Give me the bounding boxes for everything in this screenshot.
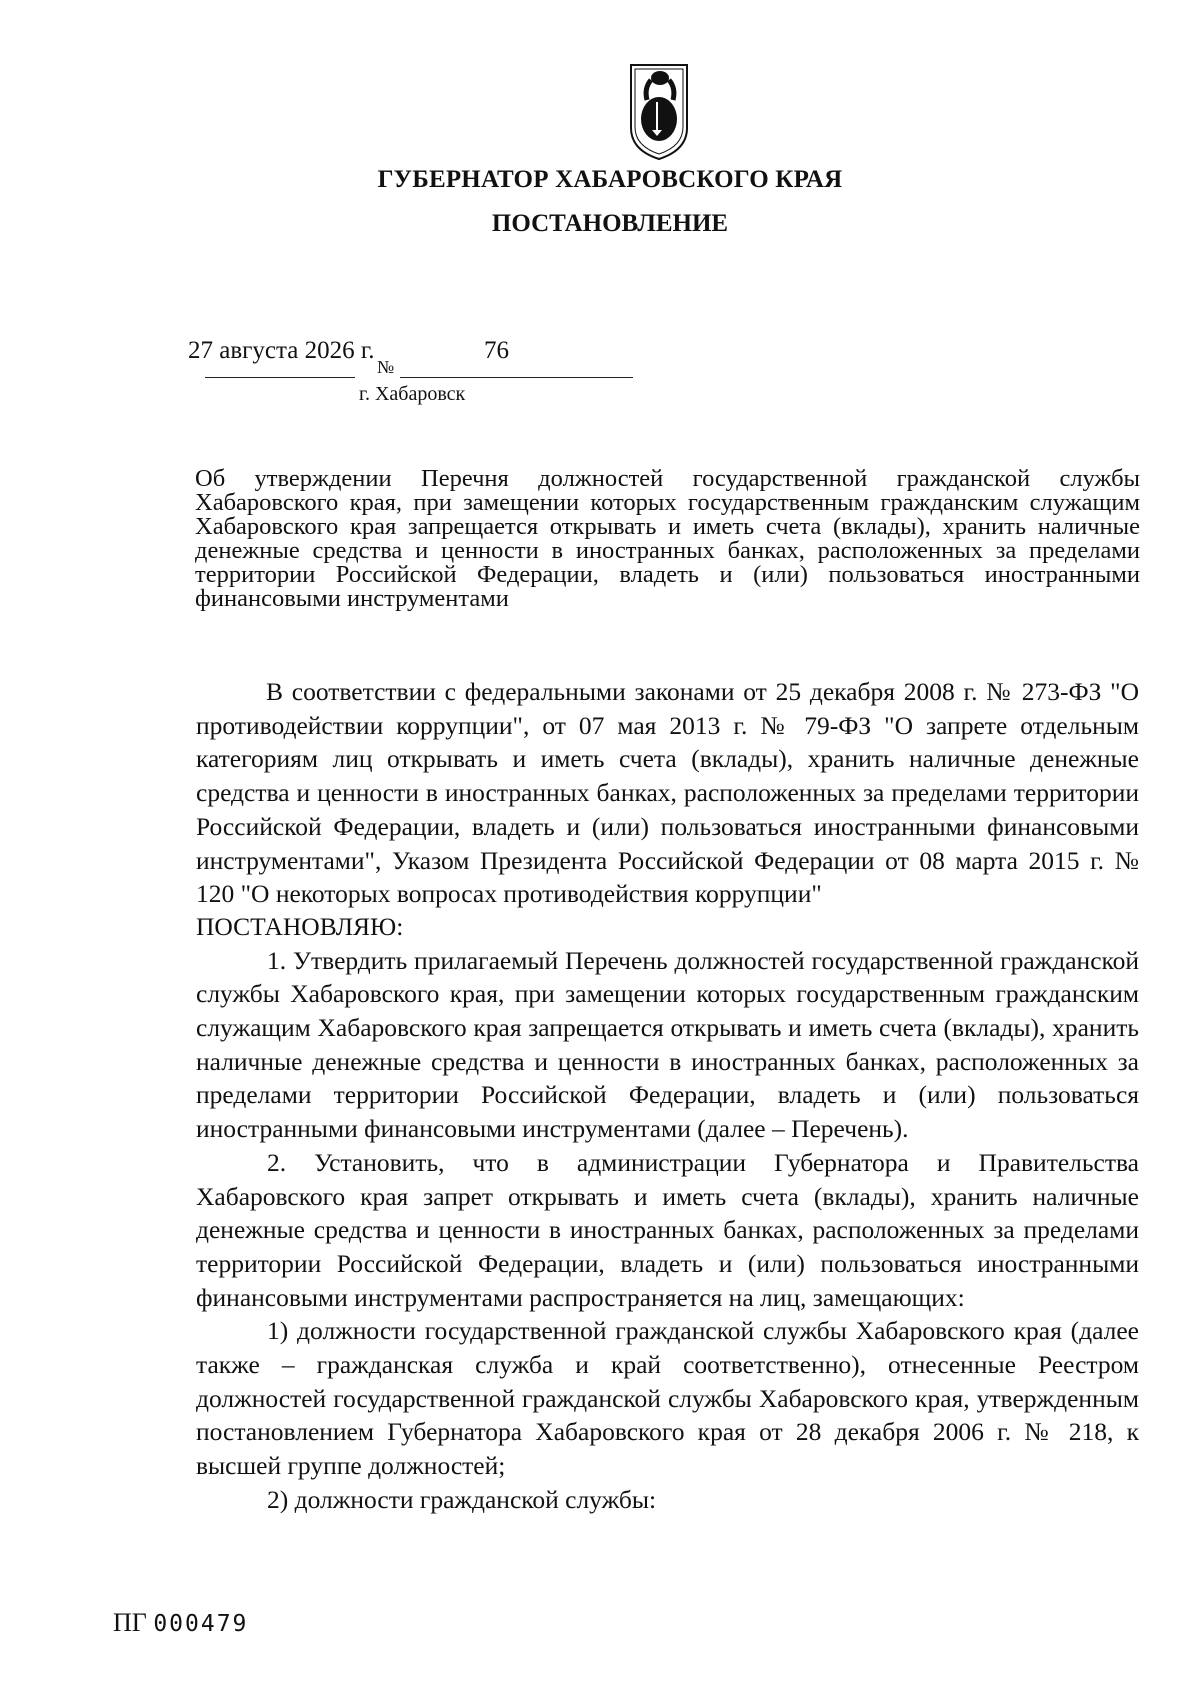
number-underline [400,377,633,378]
document-number: 76 [484,337,509,364]
date-underline [205,377,355,378]
form-serial-code [113,1608,248,1638]
form-serial-number: 000479 [153,1611,249,1637]
coat-of-arms-shield [628,62,690,162]
document-date: 27 августа 2026 г. [188,337,375,364]
item-1-paragraph: 1. Утвердить прилагаемый Перечень должностей государственной гражданской службы Хабаровского края, при замещении которых государственным гражданским служащим Хабаровского края запрещается открывать и иметь счета (вклады), хранить наличные денежные средства и ценности в иностранных банках, расположенных за пределами территории Российской Федерации, владеть и (или) пользоваться иностранными финансовыми инструментами (далее – Перечень). [196,945,1139,1144]
item-2-paragraph: 2. Установить, что в администрации Губернатора и Правительства Хабаровского края запрет открывать и иметь счета (вклады), хранить наличные денежные средства и ценности в иностранных банках, расположенных за пределами территории Российской Федерации, владеть и (или) пользоваться иностранными финансовыми инструментами распространяется на лиц, замещающих: [196,1147,1139,1312]
document-type: ПОСТАНОВЛЕНИЕ [491,210,729,237]
number-sign: № [377,357,395,377]
item-2-1-paragraph: 1) должности государственной гражданской службы Хабаровского края (далее также – гражданская служба и край соответственно), отнесенные Реестром должностей государственной гражданской службы Хабаровского края, утвержденным постановлением Губернатора Хабаровского края от 28 декабря 2006 г. № 218, к высшей группе должностей; [196,1316,1139,1481]
document-subject: Об утверждении Перечня должностей государственной гражданской службы Хабаровского края, при замещении которых государственным гражданским служащим Хабаровского края запрещается открывать и иметь счета (вклады), хранить наличные денежные средства и ценности в иностранных банках, расположенных за пределами территории Российской Федерации, владеть и (или) пользоваться иностранными финансовыми инструментами [195,465,1140,612]
form-series: ПГ [113,1608,147,1637]
org-title: ГУБЕРНАТОР ХАБАРОВСКОГО КРАЯ [377,166,843,193]
coat-of-arms-icon [628,62,690,162]
preamble-paragraph: В соответствии с федеральными законами от 25 декабря 2008 г. № 273-ФЗ "О противодействии коррупции", от 07 мая 2013 г. № 79-ФЗ "О запрете отдельным категориям лиц открывать и иметь счета (вклады), хранить наличные денежные средства и ценности в иностранных банках, расположенных за пределами территории Российской Федерации, владеть и (или) пользоваться иностранными финансовыми инструментами", Указом Президента Российской Федерации от 08 марта 2015 г. № 120 "О некоторых вопросах противодействия коррупции" [196,677,1139,909]
document-city: г. Хабаровск [359,383,466,405]
item-2-2-paragraph: 2) должности гражданской службы: [267,1484,657,1514]
document-body [196,675,1139,1517]
resolution-keyword: ПОСТАНОВЛЯЮ: [196,911,404,941]
